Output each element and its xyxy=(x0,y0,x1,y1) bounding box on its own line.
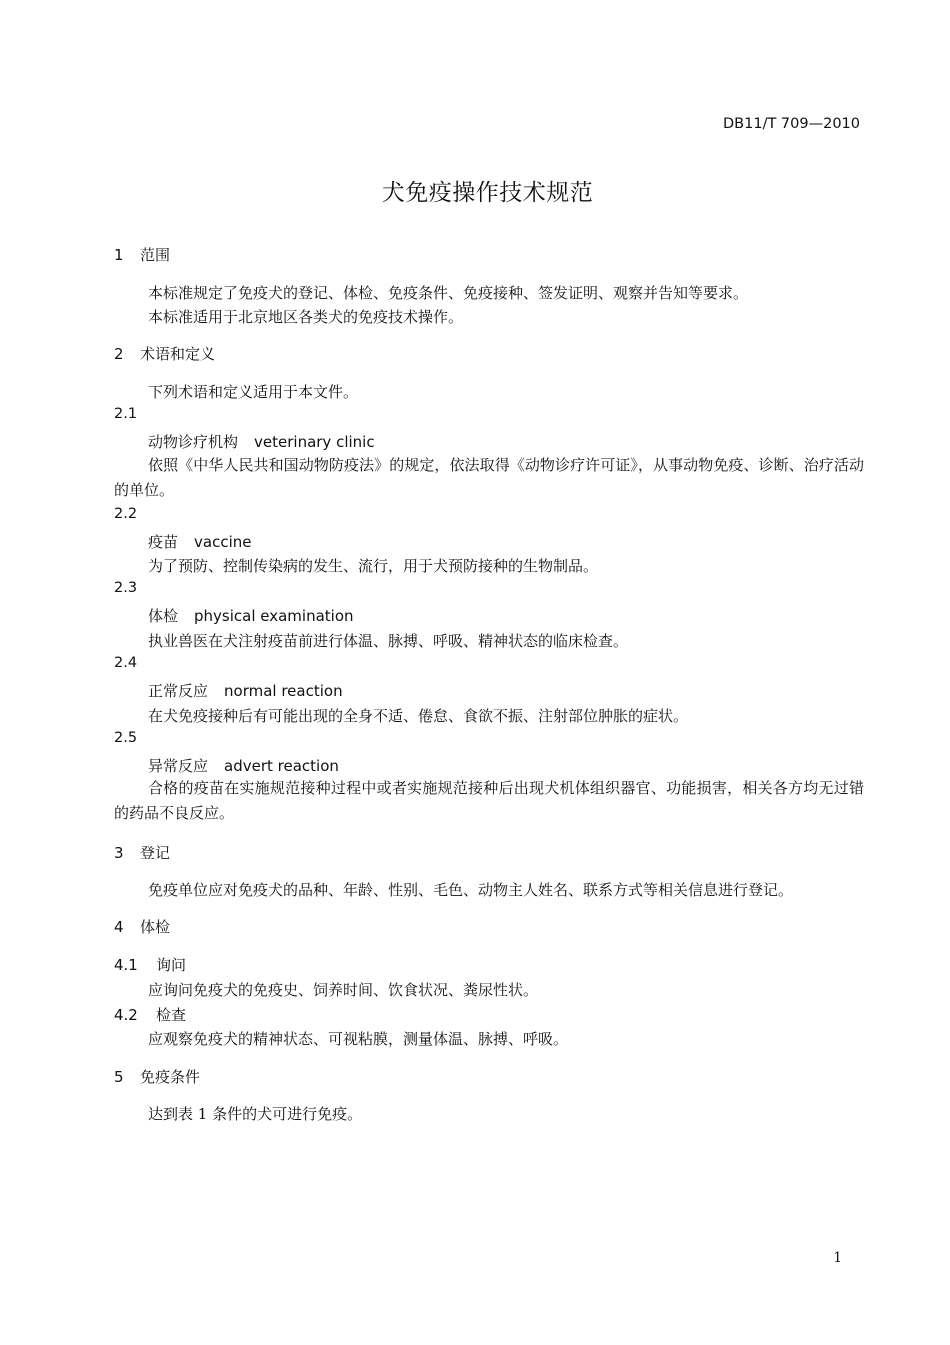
section-heading-immunization-conditions xyxy=(114,1066,200,1087)
term-number: 2.5 xyxy=(114,730,138,746)
term-en: vaccine xyxy=(194,533,252,551)
term-zh: 动物诊疗机构 xyxy=(148,433,239,451)
standard-code: DB11/T 709—2010 xyxy=(723,116,860,132)
section-heading-terms xyxy=(114,343,215,364)
term-entry xyxy=(148,605,354,626)
term-definition: 在犬免疫接种后有可能出现的全身不适、倦怠、食欲不振、注射部位肿胀的症状。 xyxy=(148,707,689,725)
term-en: veterinary clinic xyxy=(254,433,375,451)
page-number: 1 xyxy=(833,1250,842,1266)
subsection-number: 4.1 xyxy=(114,956,138,974)
subsection-heading-examination xyxy=(114,1004,186,1025)
term-entry xyxy=(148,431,375,452)
term-number: 2.1 xyxy=(114,406,138,422)
term-definition: 依照《中华人民共和国动物防疫法》的规定，依法取得《动物诊疗许可证》，从事动物免疫、诊断、治疗活动的单位。 xyxy=(114,456,864,499)
section-title: 登记 xyxy=(140,844,171,862)
term-definition: 为了预防、控制传染病的发生、流行，用于犬预防接种的生物制品。 xyxy=(148,557,599,575)
document-title: 犬免疫操作技术规范 xyxy=(381,180,594,206)
term-zh: 疫苗 xyxy=(148,533,179,551)
section-title: 体检 xyxy=(140,918,171,936)
section-number: 2 xyxy=(114,345,124,363)
term-definition: 合格的疫苗在实施规范接种过程中或者实施规范接种后出现犬机体组织器官、功能损害，相关各方均无过错的药品不良反应。 xyxy=(114,779,864,822)
paragraph: 应询问免疫犬的免疫史、饲养时间、饮食状况、粪尿性状。 xyxy=(148,981,539,999)
term-en: physical examination xyxy=(194,607,354,625)
section-number: 4 xyxy=(114,918,124,936)
paragraph: 达到表 1 条件的犬可进行免疫。 xyxy=(148,1105,363,1123)
term-definition: 执业兽医在犬注射疫苗前进行体温、脉搏、呼吸、精神状态的临床检查。 xyxy=(148,632,629,650)
term-en: advert reaction xyxy=(224,757,339,775)
term-number: 2.4 xyxy=(114,655,138,671)
section-number: 3 xyxy=(114,844,124,862)
subsection-title: 检查 xyxy=(156,1006,187,1024)
subsection-heading-inquiry xyxy=(114,954,186,975)
subsection-title: 询问 xyxy=(156,956,187,974)
section-title: 术语和定义 xyxy=(140,345,216,363)
paragraph: 下列术语和定义适用于本文件。 xyxy=(148,383,359,401)
term-zh: 异常反应 xyxy=(148,757,209,775)
section-title: 范围 xyxy=(140,246,171,264)
section-heading-scope xyxy=(114,244,170,265)
section-number: 1 xyxy=(114,246,124,264)
paragraph: 免疫单位应对免疫犬的品种、年龄、性别、毛色、动物主人姓名、联系方式等相关信息进行登记。 xyxy=(148,881,794,899)
section-heading-physical-exam xyxy=(114,916,170,937)
section-heading-registration xyxy=(114,842,170,863)
paragraph: 本标准适用于北京地区各类犬的免疫技术操作。 xyxy=(148,308,464,326)
subsection-number: 4.2 xyxy=(114,1006,138,1024)
term-number: 2.3 xyxy=(114,580,138,596)
term-zh: 体检 xyxy=(148,607,179,625)
term-entry xyxy=(148,755,339,776)
term-entry xyxy=(148,531,251,552)
term-entry xyxy=(148,680,343,701)
section-title: 免疫条件 xyxy=(140,1068,201,1086)
term-zh: 正常反应 xyxy=(148,682,209,700)
paragraph: 本标准规定了免疫犬的登记、体检、免疫条件、免疫接种、签发证明、观察并告知等要求。 xyxy=(148,284,749,302)
paragraph: 应观察免疫犬的精神状态、可视粘膜，测量体温、脉搏、呼吸。 xyxy=(148,1030,569,1048)
term-en: normal reaction xyxy=(224,682,343,700)
term-number: 2.2 xyxy=(114,506,138,522)
section-number: 5 xyxy=(114,1068,124,1086)
